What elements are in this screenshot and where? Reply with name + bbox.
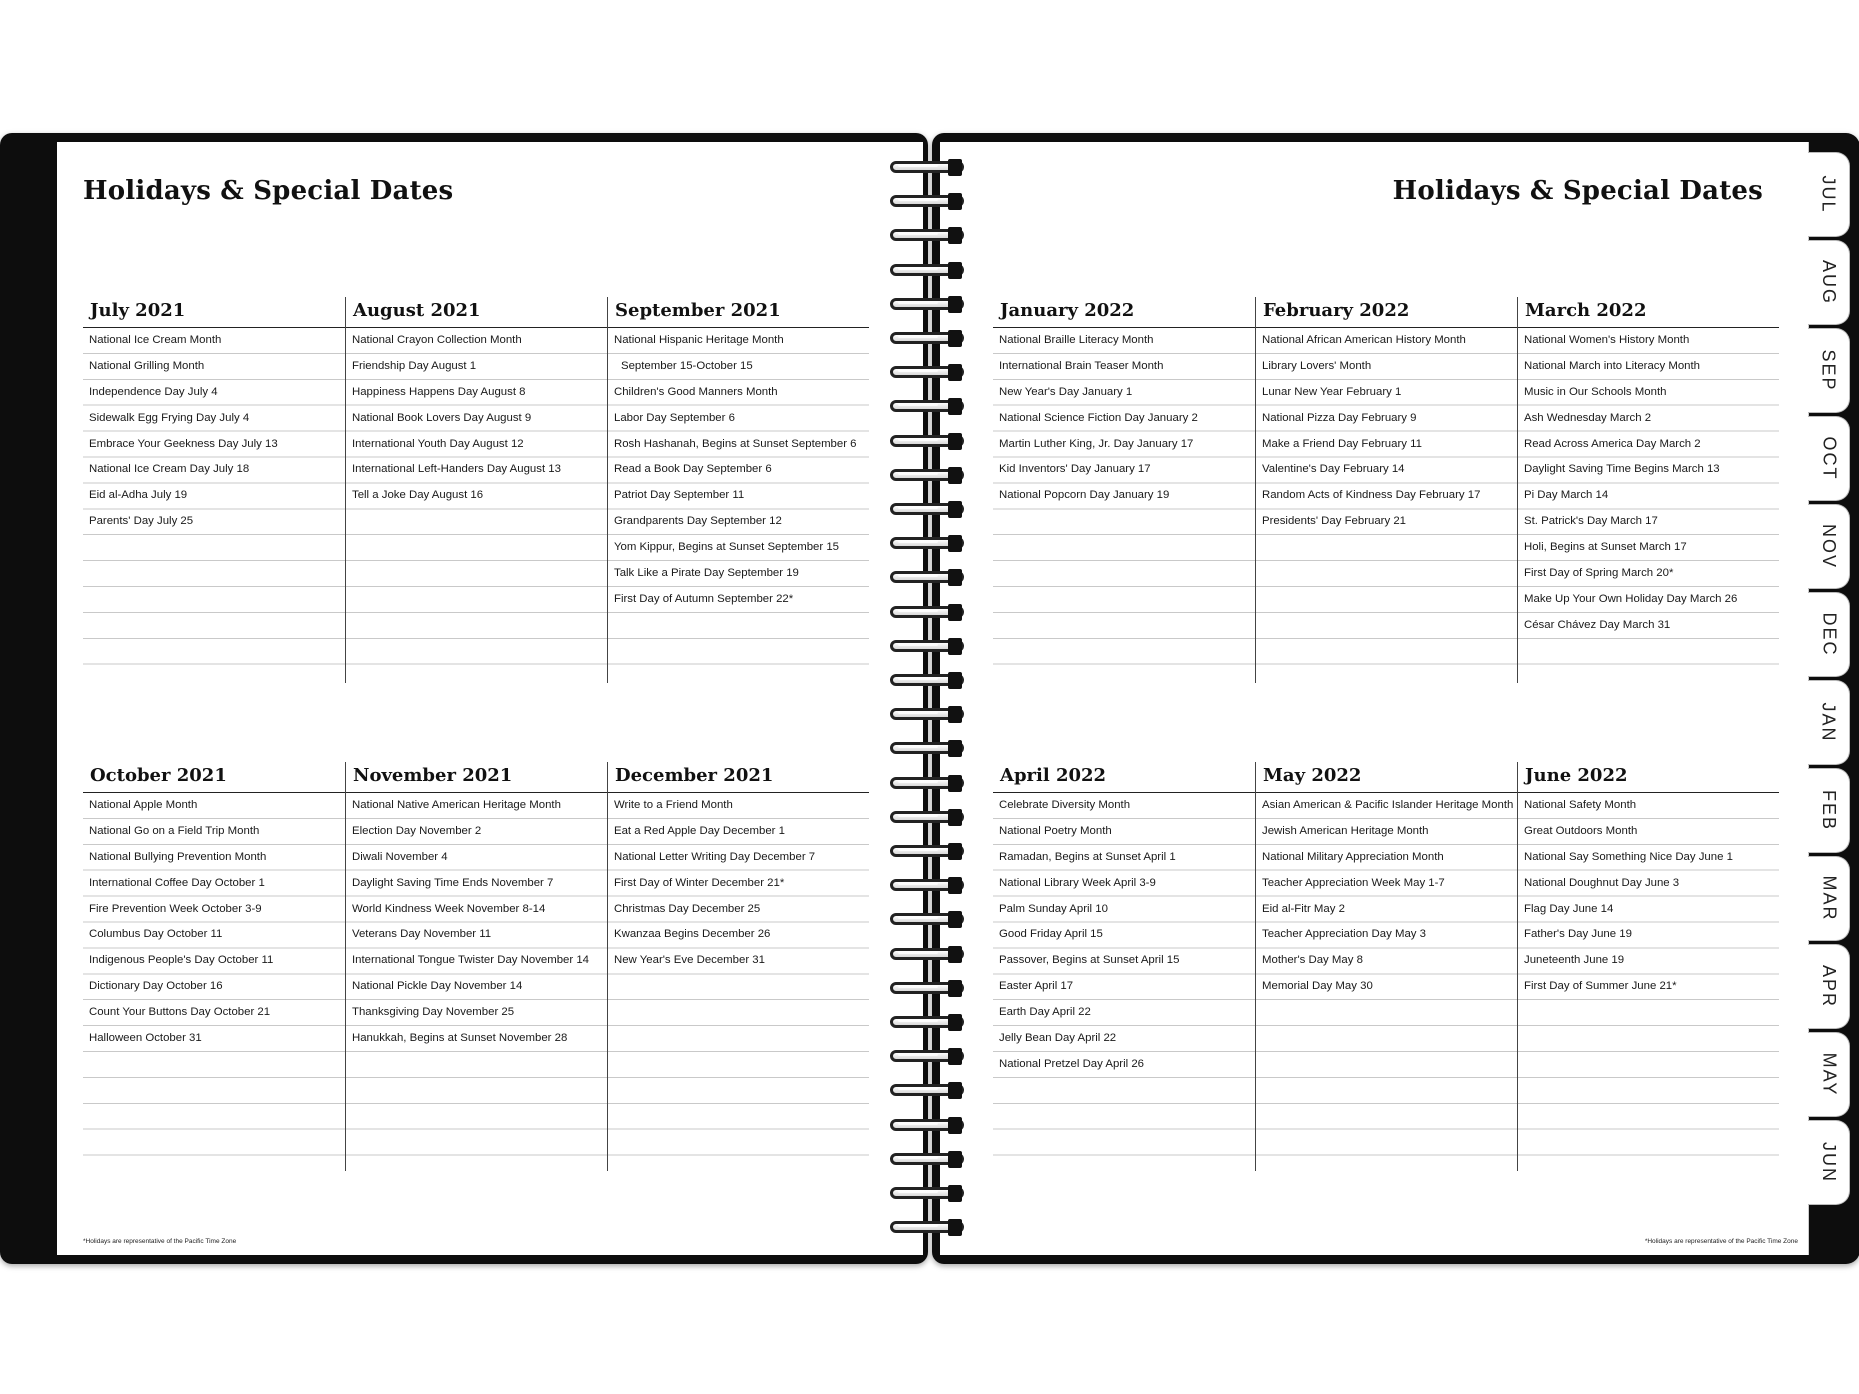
list-item: National Book Lovers Day August 9 (352, 411, 532, 424)
list-item: Presidents' Day February 21 (1262, 515, 1406, 528)
list-item: Library Lovers' Month (1262, 359, 1372, 372)
list-item: Columbus Day October 11 (89, 928, 223, 941)
list-item: Earth Day April 22 (999, 1006, 1091, 1019)
left-page (57, 142, 923, 1255)
list-item: National Braille Literacy Month (999, 334, 1154, 346)
list-item: Dictionary Day October 16 (89, 980, 223, 993)
binding-ring (888, 705, 974, 725)
list-item: National Library Week April 3-9 (999, 876, 1156, 889)
list-item: National March into Literacy Month (1524, 359, 1701, 372)
list-item: National Ice Cream Day July 18 (89, 463, 250, 476)
binding-ring (888, 1150, 974, 1170)
list-item: Patriot Day September 11 (614, 489, 745, 502)
binding-ring (888, 1218, 974, 1238)
month-column (993, 297, 1255, 683)
list-item: Jelly Bean Day April 22 (999, 1032, 1117, 1045)
tab-nov[interactable] (1808, 504, 1850, 589)
list-item: National Native American Heritage Month (352, 799, 561, 811)
list-item: Embrace Your Geekness Day July 13 (89, 437, 278, 450)
tab-label: DEC (1819, 612, 1840, 657)
list-item: Children's Good Manners Month (614, 385, 778, 398)
binding-ring (888, 808, 974, 828)
binding-ring (888, 637, 974, 657)
list-item: National Crayon Collection Month (352, 334, 522, 346)
list-item: Make Up Your Own Holiday Day March 26 (1524, 592, 1738, 605)
list-item: St. Patrick's Day March 17 (1524, 515, 1658, 528)
event-list (346, 328, 607, 683)
month-title: April 2022 (1000, 765, 1107, 786)
month-title: February 2022 (1263, 300, 1410, 321)
binding-ring (888, 397, 974, 417)
binding-ring (888, 739, 974, 759)
month-title: March 2022 (1525, 300, 1647, 321)
list-item: Valentine's Day February 14 (1262, 463, 1405, 476)
binding-ring (888, 432, 974, 452)
event-list (1518, 793, 1779, 1171)
list-item: Easter April 17 (999, 980, 1074, 993)
event-list (1256, 328, 1517, 683)
binding-ring (888, 500, 974, 520)
list-item: National Say Something Nice Day June 1 (1524, 850, 1733, 863)
list-item: Christmas Day December 25 (614, 902, 761, 915)
list-item: National Women's History Month (1524, 334, 1690, 346)
list-item: Read a Book Day September 6 (614, 463, 772, 476)
list-item: Holi, Begins at Sunset March 17 (1524, 541, 1687, 554)
month-title: December 2021 (615, 765, 774, 786)
list-item: National Pizza Day February 9 (1262, 411, 1417, 424)
list-item: Indigenous People's Day October 11 (89, 954, 274, 967)
list-item: First Day of Winter December 21* (614, 876, 785, 889)
list-item: Martin Luther King, Jr. Day January 17 (999, 437, 1194, 450)
month-grid-top (83, 297, 869, 683)
event-list (608, 328, 869, 683)
list-item: Halloween October 31 (89, 1032, 202, 1045)
list-item: Celebrate Diversity Month (999, 799, 1131, 811)
list-item: National Hispanic Heritage Month (614, 334, 784, 346)
event-list (83, 328, 345, 683)
list-item: Grandparents Day September 12 (614, 515, 782, 528)
binding-ring (888, 192, 974, 212)
list-item: International Brain Teaser Month (999, 359, 1164, 372)
list-item: Memorial Day May 30 (1262, 980, 1373, 993)
event-list (1518, 328, 1779, 683)
list-item: First Day of Autumn September 22* (614, 592, 794, 605)
event-list (993, 328, 1255, 683)
binding-ring (888, 603, 974, 623)
month-column (993, 762, 1255, 1171)
tab-oct[interactable] (1808, 416, 1850, 501)
binding-ring (888, 1116, 974, 1136)
tab-label: NOV (1819, 523, 1840, 570)
month-title: June 2022 (1525, 765, 1628, 786)
binding-ring (888, 534, 974, 554)
list-item: Kwanzaa Begins December 26 (614, 928, 771, 941)
month-column (345, 297, 607, 683)
binding-ring (888, 945, 974, 965)
list-item: Father's Day June 19 (1524, 928, 1632, 941)
tab-aug[interactable] (1808, 240, 1850, 325)
list-item: Happiness Happens Day August 8 (352, 385, 526, 398)
binding-ring (888, 979, 974, 999)
list-item: Music in Our Schools Month (1524, 385, 1667, 398)
list-item: Pi Day March 14 (1524, 489, 1609, 502)
list-item: September 15-October 15 (621, 359, 753, 372)
list-item: Friendship Day August 1 (352, 359, 477, 372)
list-item: National Doughnut Day June 3 (1524, 876, 1680, 889)
event-list (993, 793, 1255, 1171)
list-item: Veterans Day November 11 (352, 928, 492, 941)
tab-jan[interactable] (1808, 680, 1850, 765)
list-item: International Coffee Day October 1 (89, 876, 265, 889)
page-title: Holidays & Special Dates (1392, 176, 1763, 206)
month-title: July 2021 (90, 300, 186, 321)
list-item: Read Across America Day March 2 (1524, 437, 1701, 450)
month-title: October 2021 (90, 765, 227, 786)
list-item: First Day of Summer June 21* (1524, 980, 1677, 993)
tab-label: APR (1819, 964, 1840, 1009)
tab-may[interactable] (1808, 1032, 1850, 1117)
tab-apr[interactable] (1808, 944, 1850, 1029)
month-column (1517, 297, 1779, 683)
list-item: Eid al-Adha July 19 (89, 489, 188, 502)
tab-label: JUL (1818, 175, 1839, 214)
tab-label: OCT (1819, 436, 1839, 481)
list-item: Daylight Saving Time Begins March 13 (1524, 463, 1720, 476)
month-column (1255, 297, 1517, 683)
list-item: National African American History Month (1262, 334, 1466, 346)
list-item: National Poetry Month (999, 824, 1112, 837)
tab-jun[interactable] (1808, 1120, 1850, 1205)
list-item: Kid Inventors' Day January 17 (999, 463, 1151, 476)
binding-ring (888, 295, 974, 315)
list-item: New Year's Day January 1 (999, 385, 1133, 398)
spiral-binding (888, 158, 974, 1243)
list-item: National Pretzel Day April 26 (999, 1057, 1144, 1070)
tab-jul[interactable] (1808, 152, 1850, 237)
binding-ring (888, 568, 974, 588)
tab-label: MAY (1819, 1052, 1840, 1097)
month-column (83, 297, 345, 683)
list-item: Election Day November 2 (352, 824, 482, 837)
list-item: National Military Appreciation Month (1262, 850, 1444, 863)
list-item: National Safety Month (1524, 799, 1637, 811)
month-tabs (1808, 142, 1858, 1255)
binding-ring (888, 158, 974, 178)
tab-label: JUN (1819, 1142, 1839, 1183)
month-column (1255, 762, 1517, 1171)
list-item: International Tongue Twister Day November 14 (352, 954, 590, 967)
list-item: Flag Day June 14 (1524, 902, 1614, 915)
month-title: August 2021 (353, 300, 481, 321)
event-list (346, 793, 607, 1171)
binding-ring (888, 226, 974, 246)
list-item: Count Your Buttons Day October 21 (89, 1006, 271, 1019)
event-list (1256, 793, 1517, 1171)
tab-feb[interactable] (1808, 768, 1850, 853)
list-item: Write to a Friend Month (614, 799, 733, 811)
list-item: Independence Day July 4 (89, 385, 218, 398)
footnote: *Holidays are representative of the Pacific Time Zone (83, 1238, 237, 1245)
binding-ring (888, 261, 974, 281)
list-item: Mother's Day May 8 (1262, 954, 1363, 967)
list-item: World Kindness Week November 8-14 (352, 902, 546, 915)
page-title: Holidays & Special Dates (83, 176, 454, 206)
list-item: Hanukkah, Begins at Sunset November 28 (352, 1032, 568, 1045)
footnote: *Holidays are representative of the Pacific Time Zone (1644, 1238, 1798, 1245)
list-item: Daylight Saving Time Ends November 7 (352, 876, 554, 889)
list-item: César Chávez Day March 31 (1524, 618, 1671, 631)
list-item: Fire Prevention Week October 3-9 (89, 902, 262, 915)
binding-ring (888, 466, 974, 486)
list-item: Ramadan, Begins at Sunset April 1 (999, 850, 1176, 863)
list-item: Juneteenth June 19 (1524, 954, 1625, 967)
month-column (83, 762, 345, 1171)
binding-ring (888, 1047, 974, 1067)
list-item: National Apple Month (89, 799, 198, 811)
right-page (940, 142, 1809, 1255)
list-item: Talk Like a Pirate Day September 19 (614, 567, 799, 580)
month-title: November 2021 (353, 765, 513, 786)
list-item: New Year's Eve December 31 (614, 954, 765, 967)
list-item: Diwali November 4 (352, 850, 448, 863)
list-item: Parents' Day July 25 (89, 515, 194, 528)
list-item: National Go on a Field Trip Month (89, 824, 260, 837)
binding-ring (888, 329, 974, 349)
tab-label: MAR (1819, 875, 1839, 922)
list-item: Tell a Joke Day August 16 (352, 489, 484, 502)
tab-mar[interactable] (1808, 856, 1850, 941)
list-item: National Science Fiction Day January 2 (999, 411, 1198, 424)
list-item: National Pickle Day November 14 (352, 980, 523, 993)
month-column (607, 297, 869, 683)
binding-ring (888, 910, 974, 930)
month-title: September 2021 (615, 300, 781, 321)
list-item: Teacher Appreciation Day May 3 (1262, 928, 1426, 941)
list-item: National Bullying Prevention Month (89, 850, 267, 863)
month-column (1517, 762, 1779, 1171)
list-item: National Ice Cream Month (89, 334, 222, 346)
month-grid-bottom (83, 762, 869, 1171)
list-item: National Popcorn Day January 19 (999, 489, 1170, 502)
tab-dec[interactable] (1808, 592, 1850, 677)
list-item: International Youth Day August 12 (352, 437, 524, 450)
binding-ring (888, 1013, 974, 1033)
month-grid-bottom (993, 762, 1779, 1171)
list-item: Sidewalk Egg Frying Day July 4 (89, 411, 250, 424)
tab-label: FEB (1819, 789, 1840, 832)
list-item: Thanksgiving Day November 25 (352, 1006, 515, 1019)
list-item: Eat a Red Apple Day December 1 (614, 824, 785, 837)
list-item: Labor Day September 6 (614, 411, 735, 424)
list-item: International Left-Handers Day August 13 (352, 463, 561, 476)
list-item: National Letter Writing Day December 7 (614, 850, 816, 863)
tab-label: SEP (1819, 349, 1839, 392)
list-item: Good Friday April 15 (999, 928, 1103, 941)
list-item: Make a Friend Day February 11 (1262, 437, 1422, 450)
tab-label: JAN (1818, 702, 1839, 743)
binding-ring (888, 774, 974, 794)
tab-sep[interactable] (1808, 328, 1850, 413)
list-item: National Grilling Month (89, 359, 205, 372)
list-item: First Day of Spring March 20* (1524, 567, 1674, 580)
tab-label: AUG (1819, 259, 1840, 306)
list-item: Eid al-Fitr May 2 (1262, 902, 1345, 915)
list-item: Teacher Appreciation Week May 1-7 (1262, 876, 1445, 889)
list-item: Ash Wednesday March 2 (1524, 411, 1652, 424)
binding-ring (888, 1081, 974, 1101)
month-title: May 2022 (1263, 765, 1362, 786)
binding-ring (888, 671, 974, 691)
binding-ring (888, 363, 974, 383)
list-item: Lunar New Year February 1 (1262, 385, 1402, 398)
list-item: Yom Kippur, Begins at Sunset September 15 (614, 541, 840, 554)
event-list (608, 793, 869, 1171)
list-item: Asian American & Pacific Islander Heritage Month (1262, 799, 1514, 811)
list-item: Great Outdoors Month (1524, 824, 1638, 837)
binding-ring (888, 876, 974, 896)
list-item: Passover, Begins at Sunset April 15 (999, 954, 1180, 967)
event-list (83, 793, 345, 1171)
month-column (345, 762, 607, 1171)
list-item: Rosh Hashanah, Begins at Sunset September 6 (614, 437, 857, 450)
binding-ring (888, 1184, 974, 1204)
list-item: Jewish American Heritage Month (1262, 824, 1429, 837)
binding-ring (888, 842, 974, 862)
month-grid-top (993, 297, 1779, 683)
list-item: Random Acts of Kindness Day February 17 (1262, 489, 1481, 502)
month-column (607, 762, 869, 1171)
list-item: Palm Sunday April 10 (999, 902, 1108, 915)
month-title: January 2022 (1000, 300, 1135, 321)
